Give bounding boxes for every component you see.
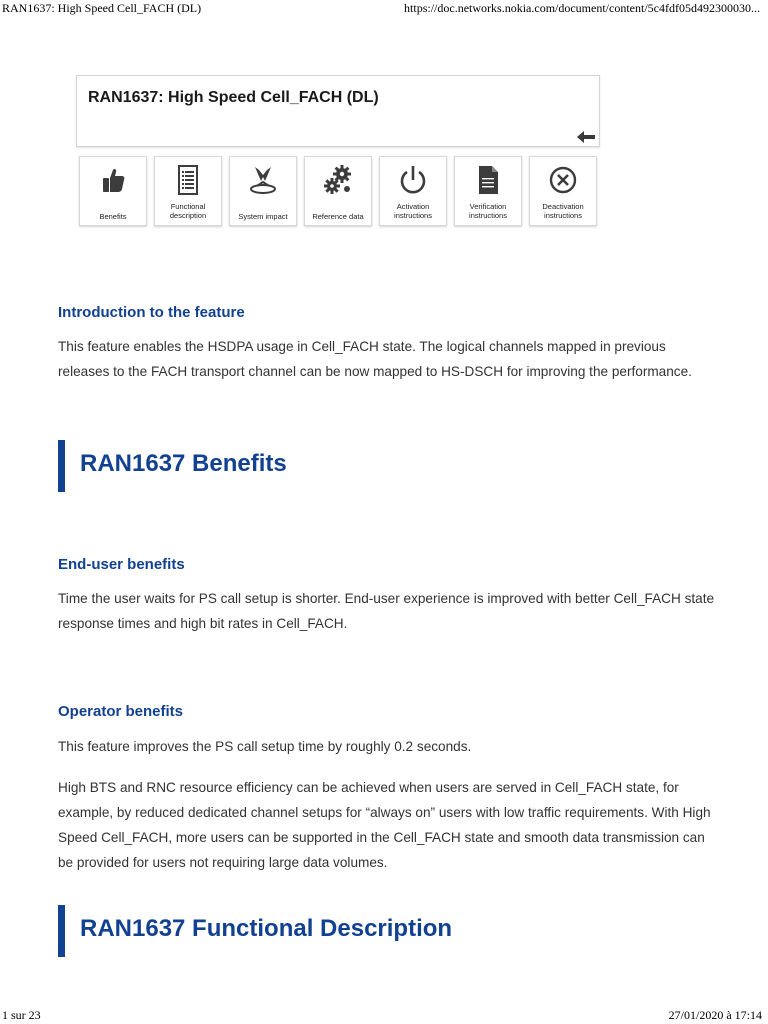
print-datetime: 27/01/2020 à 17:14 <box>668 1008 762 1022</box>
thumbs-up-icon <box>97 164 129 196</box>
tile-functional-description[interactable] <box>154 156 222 226</box>
benefits-heading-text: RAN1637 Benefits <box>80 450 287 477</box>
benefits-heading <box>58 440 287 492</box>
tile-label: Deactivation instructions <box>542 202 584 220</box>
tile-label: System impact <box>238 212 288 221</box>
page-number: 1 sur 23 <box>2 1008 41 1022</box>
print-footer <box>0 1008 768 1024</box>
print-url: https://doc.networks.nokia.com/document/content/5c4fdf05d492300030... <box>404 1 760 15</box>
document-title: RAN1637: High Speed Cell_FACH (DL) <box>88 89 379 106</box>
list-document-icon <box>172 164 204 196</box>
tile-reference-data[interactable] <box>304 156 372 226</box>
tile-label: Functional description <box>169 202 207 220</box>
cancel-circle-icon <box>547 164 579 196</box>
tile-label: Verification instructions <box>469 202 507 220</box>
print-title: RAN1637: High Speed Cell_FACH (DL) <box>2 1 202 15</box>
print-header <box>0 0 768 18</box>
tile-label: Reference data <box>312 212 364 221</box>
tile-verification-instructions[interactable] <box>454 156 522 226</box>
power-icon <box>397 164 429 196</box>
operator-benefits-text-1: This feature improves the PS call setup time by roughly 0.2 seconds. <box>58 739 472 754</box>
end-user-benefits-text: Time the user waits for PS call setup is shorter. End-user experience is improved with better Cell_FACH state response times and high bit rates in Cell_FACH. <box>58 591 715 631</box>
end-user-benefits-heading: End-user benefits <box>58 556 185 573</box>
gears-icon <box>322 164 354 196</box>
operator-benefits-heading: Operator benefits <box>58 703 184 720</box>
impact-icon <box>247 164 279 196</box>
intro-heading: Introduction to the feature <box>58 304 245 321</box>
tile-label: Benefits <box>99 212 127 221</box>
intro-text: This feature enables the HSDPA usage in Cell_FACH state. The logical channels mapped in previous releases to the FACH transport channel can be now mapped to HS-DSCH for improving the performance. <box>58 339 692 379</box>
tile-label: Activation instructions <box>394 202 432 220</box>
arrow-left-icon[interactable] <box>575 129 597 145</box>
navigation-tiles <box>79 156 599 226</box>
functional-description-heading-text: RAN1637 Functional Description <box>80 915 453 942</box>
tile-activation-instructions[interactable] <box>379 156 447 226</box>
tile-system-impact[interactable] <box>229 156 297 226</box>
document-title-box <box>76 75 600 147</box>
operator-benefits-text-2: High BTS and RNC resource efficiency can be achieved when users are served in Cell_FACH state, for example, by reduced dedicated channel setups for “always on” users with low traffic requirements. With High Speed Cell_FACH, more users can be supported in the Cell_FACH state and smooth data transmission can be provided for users not requiring large data volumes. <box>58 780 711 870</box>
functional-description-heading <box>58 905 453 957</box>
document-icon <box>472 164 504 196</box>
tile-deactivation-instructions[interactable] <box>529 156 597 226</box>
tile-benefits[interactable] <box>79 156 147 226</box>
